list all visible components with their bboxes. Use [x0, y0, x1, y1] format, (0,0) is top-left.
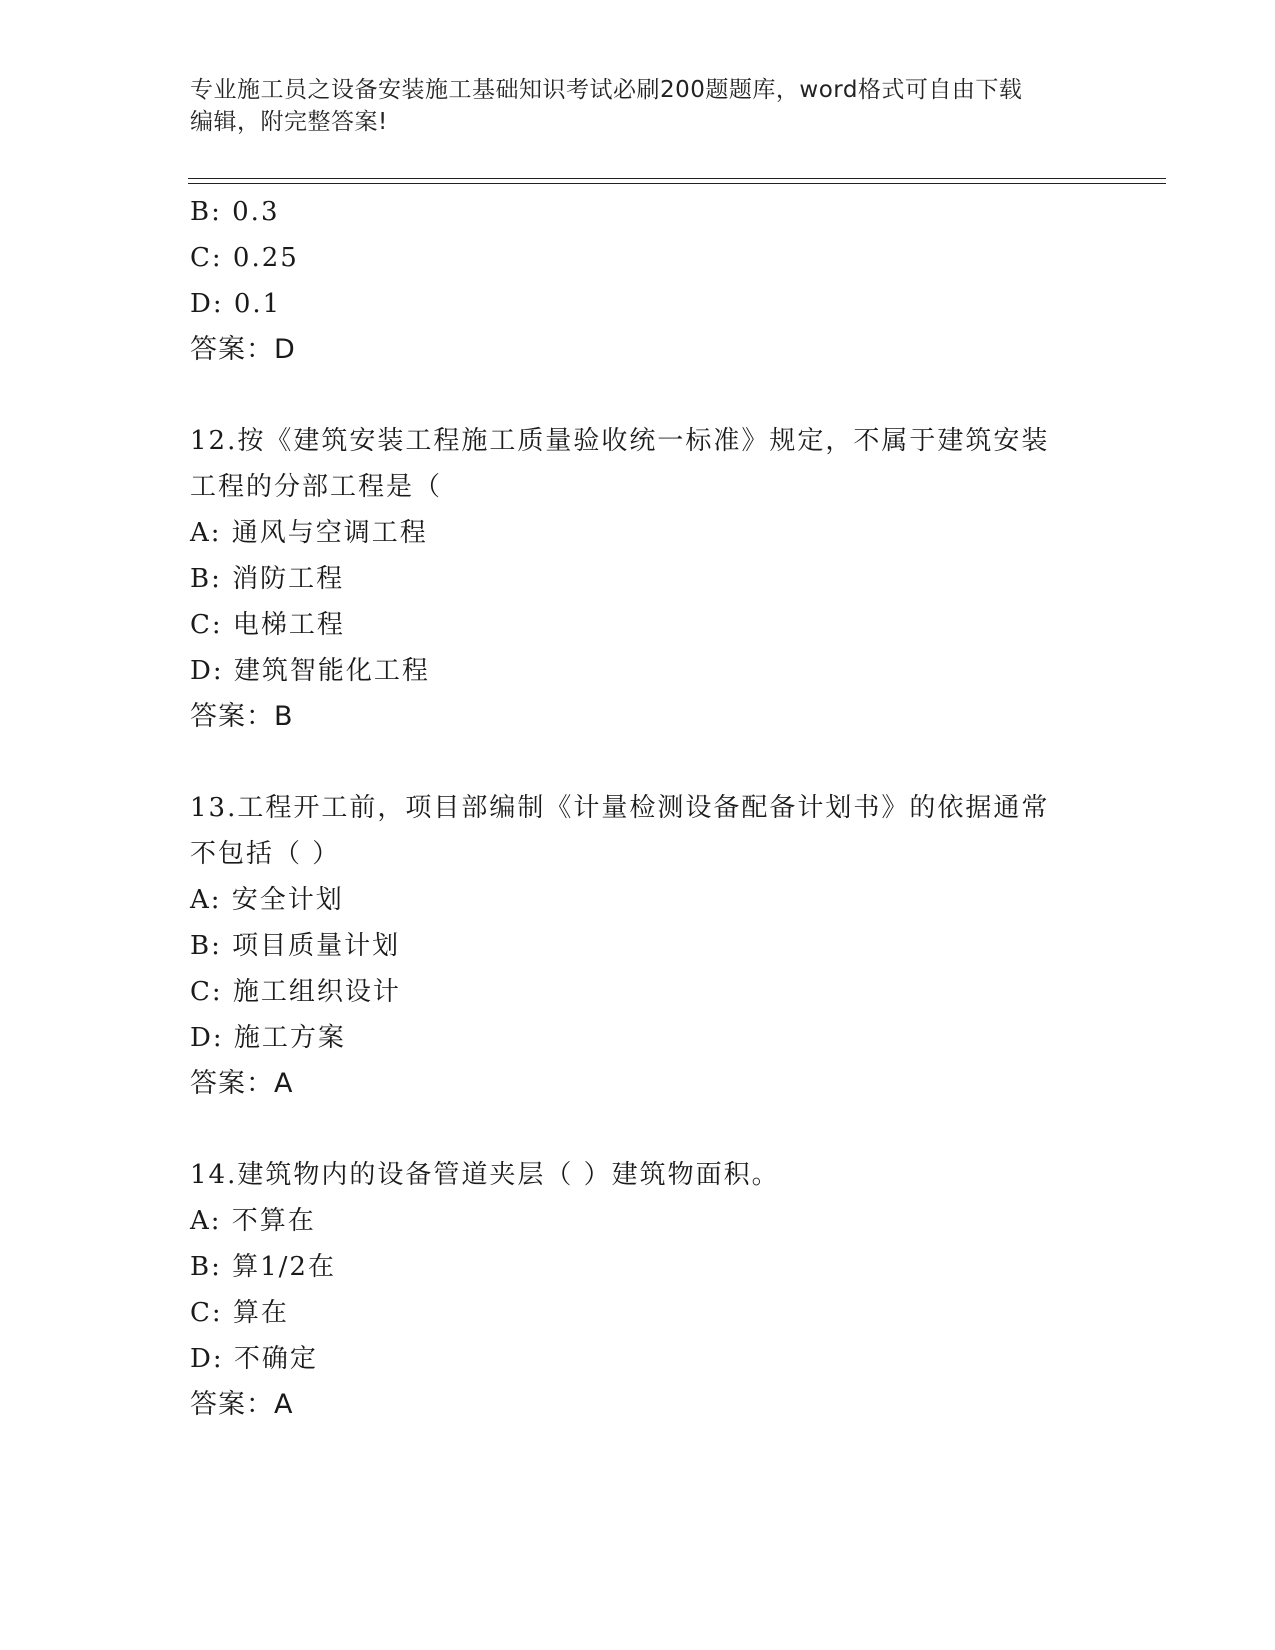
- spacer: [190, 1107, 1090, 1152]
- answer-line: 答案：B: [190, 701, 294, 732]
- question-text-line-2: 工程的分部工程是（: [190, 472, 443, 502]
- question-text-line-1: 12.按《建筑安装工程施工质量验收统一标准》规定，不属于建筑安装: [190, 426, 1050, 456]
- option-d: D: 施工方案: [190, 1023, 346, 1053]
- option-c: C: 施工组织设计: [190, 977, 401, 1007]
- question-text-line-1: 14.建筑物内的设备管道夹层（ ）建筑物面积。: [190, 1160, 780, 1190]
- question-11-continued: [190, 189, 1090, 373]
- question-text-line-1: 13.工程开工前，项目部编制《计量检测设备配备计划书》的依据通常: [190, 793, 1050, 823]
- spacer: [190, 373, 1090, 418]
- option-a: A: 通风与空调工程: [190, 518, 428, 548]
- option-b: B: 算1/2在: [190, 1252, 336, 1282]
- option-b: B: 消防工程: [190, 564, 345, 594]
- page-header: [190, 74, 1070, 138]
- question-12: [190, 418, 1090, 740]
- option-d: D: 0.1: [190, 289, 282, 319]
- header-line-1: 专业施工员之设备安装施工基础知识考试必刷200题题库，word格式可自由下载: [190, 77, 1023, 103]
- option-a: A: 不算在: [190, 1206, 316, 1236]
- question-text-line-2: 不包括（ ）: [190, 839, 341, 869]
- header-line-2: 编辑，附完整答案!: [190, 109, 388, 135]
- option-d: D: 不确定: [190, 1344, 318, 1374]
- option-c: C: 电梯工程: [190, 610, 345, 640]
- question-list: [190, 189, 1090, 1428]
- header-rule-top: [188, 178, 1166, 179]
- spacer: [190, 740, 1090, 785]
- answer-line: 答案：D: [190, 334, 296, 365]
- option-a: A: 安全计划: [190, 885, 344, 915]
- option-b: B: 项目质量计划: [190, 931, 401, 961]
- option-c: C: 算在: [190, 1298, 289, 1328]
- answer-line: 答案：A: [190, 1389, 294, 1420]
- option-c: C: 0.25: [190, 243, 299, 273]
- option-d: D: 建筑智能化工程: [190, 656, 430, 686]
- question-13: [190, 785, 1090, 1107]
- option-b: B: 0.3: [190, 197, 280, 227]
- header-rule-bottom: [188, 183, 1166, 184]
- question-14: [190, 1152, 1090, 1428]
- answer-line: 答案：A: [190, 1068, 294, 1099]
